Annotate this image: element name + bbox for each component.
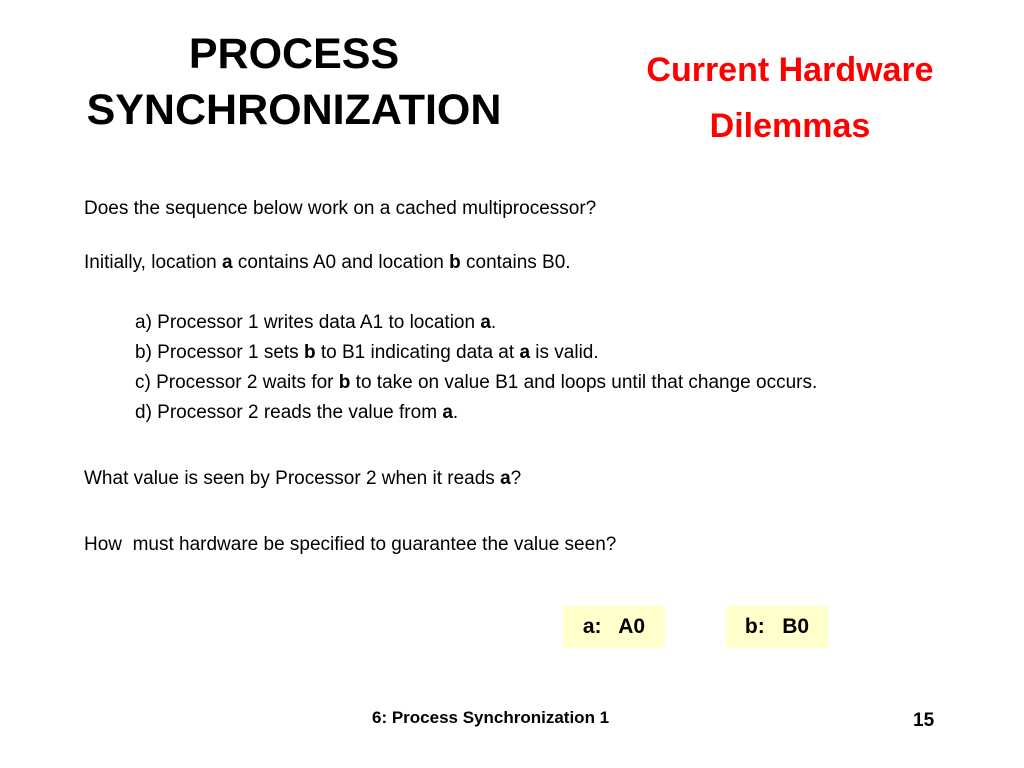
step-d-var: a: [442, 402, 453, 423]
initial-var-a: a: [222, 252, 233, 273]
slide-number: 15: [913, 710, 935, 731]
step-a: [135, 311, 496, 335]
value-box-a: a: A0: [563, 606, 665, 648]
initial-text-post: contains B0.: [460, 252, 571, 273]
initial-text-pre: Initially, location: [84, 252, 222, 273]
question-value: [84, 467, 521, 491]
question-intro: Does the sequence below work on a cached multiprocessor?: [84, 198, 597, 219]
slide-subtitle: [600, 42, 980, 154]
step-b-pre: b) Processor 1 sets: [135, 342, 304, 363]
slide-title-line-2: SYNCHRONIZATION: [86, 86, 502, 134]
question-hardware: How must hardware be specified to guarantee the value seen?: [84, 534, 617, 555]
step-c-pre: c) Processor 2 waits for: [135, 372, 339, 393]
question-value-pre: What value is seen by Processor 2 when it reads: [84, 468, 501, 489]
step-d-pre: d) Processor 2 reads the value from: [135, 402, 443, 423]
initial-var-b: b: [449, 252, 461, 273]
step-b: [135, 341, 599, 365]
step-b-var-2: a: [519, 342, 531, 363]
slide-title: [20, 26, 568, 138]
step-a-pre: a) Processor 1 writes data A1 to location: [135, 312, 481, 333]
step-c-var: b: [338, 372, 351, 393]
question-value-var: a: [500, 468, 511, 489]
initial-condition: [84, 251, 571, 275]
step-b-post: is valid.: [530, 342, 599, 363]
step-a-var: a: [480, 312, 491, 333]
step-d-post: .: [452, 402, 459, 423]
footer-title: 6: Process Synchronization 1: [372, 708, 610, 727]
initial-text-mid: contains A0 and location: [232, 252, 450, 273]
slide-subtitle-line-1: Current Hardware: [646, 51, 934, 89]
step-c: [135, 371, 817, 395]
question-value-post: ?: [510, 468, 522, 489]
step-c-post: to take on value B1 and loops until that change occurs.: [350, 372, 818, 393]
value-box-b: b: B0: [726, 606, 828, 648]
step-b-mid: to B1 indicating data at: [315, 342, 520, 363]
slide-subtitle-line-2: Dilemmas: [709, 107, 871, 145]
step-a-post: .: [490, 312, 497, 333]
slide-title-line-1: PROCESS: [188, 30, 400, 78]
step-d: [135, 401, 458, 425]
step-b-var-1: b: [303, 342, 316, 363]
